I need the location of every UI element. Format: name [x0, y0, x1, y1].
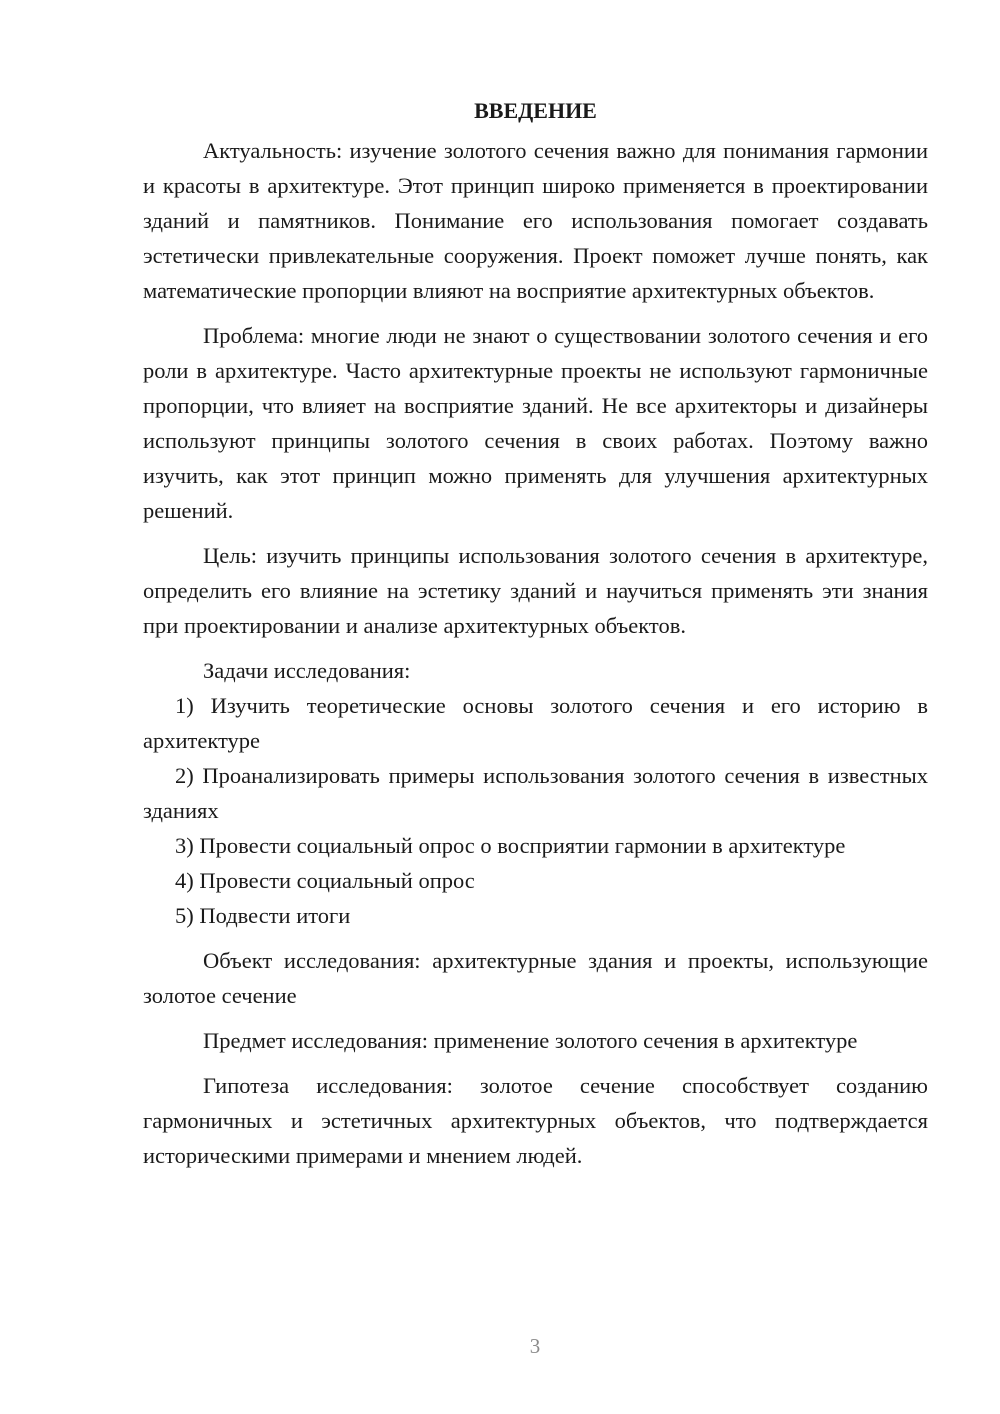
section-title: ВВЕДЕНИЕ [474, 98, 597, 123]
task-item-2: 2) Проанализировать примеры использования золотого сечения в известных зданиях [143, 763, 928, 823]
page-number: 3 [529, 1334, 541, 1358]
task-item-5: 5) Подвести итоги [175, 903, 351, 928]
task-item-3: 3) Провести социальный опрос о восприятии гармонии в архитектуре [175, 833, 846, 858]
object-paragraph: Объект исследования: архитектурные здания и проекты, использующие золотое сечение [143, 948, 928, 1008]
hypothesis-paragraph: Гипотеза исследования: золотое сечение способствует созданию гармоничных и эстетичных архитектурных объектов, что подтверждается историческими примерами и мнением людей. [143, 1073, 928, 1168]
task-item-1: 1) Изучить теоретические основы золотого сечения и его историю в архитектуре [143, 693, 928, 753]
goal-paragraph: Цель: изучить принципы использования золотого сечения в архитектуре, определить его влияние на эстетику зданий и научиться применять эти знания при проектировании и анализе архитектурных объектов. [143, 543, 928, 638]
subject-paragraph: Предмет исследования: применение золотого сечения в архитектуре [203, 1028, 858, 1053]
page-content [143, 94, 928, 1173]
problem-paragraph: Проблема: многие люди не знают о существовании золотого сечения и его роли в архитектуре. Часто архитектурные проекты не используют гармоничные пропорции, что влияет на восприятие зданий. Не все архитекторы и дизайнеры используют принципы золотого сечения в своих работах. Поэтому важно изучить, как этот принцип можно применять для улучшения архитектурных решений. [143, 323, 928, 523]
relevance-paragraph: Актуальность: изучение золотого сечения важно для понимания гармонии и красоты в архитектуре. Этот принцип широко применяется в проектировании зданий и памятников. Понимание его использования помогает создавать эстетически привлекательные сооружения. Проект поможет лучше понять, как математические пропорции влияют на восприятие архитектурных объектов. [143, 138, 928, 303]
tasks-heading: Задачи исследования: [203, 658, 411, 683]
task-item-4: 4) Провести социальный опрос [175, 868, 475, 893]
